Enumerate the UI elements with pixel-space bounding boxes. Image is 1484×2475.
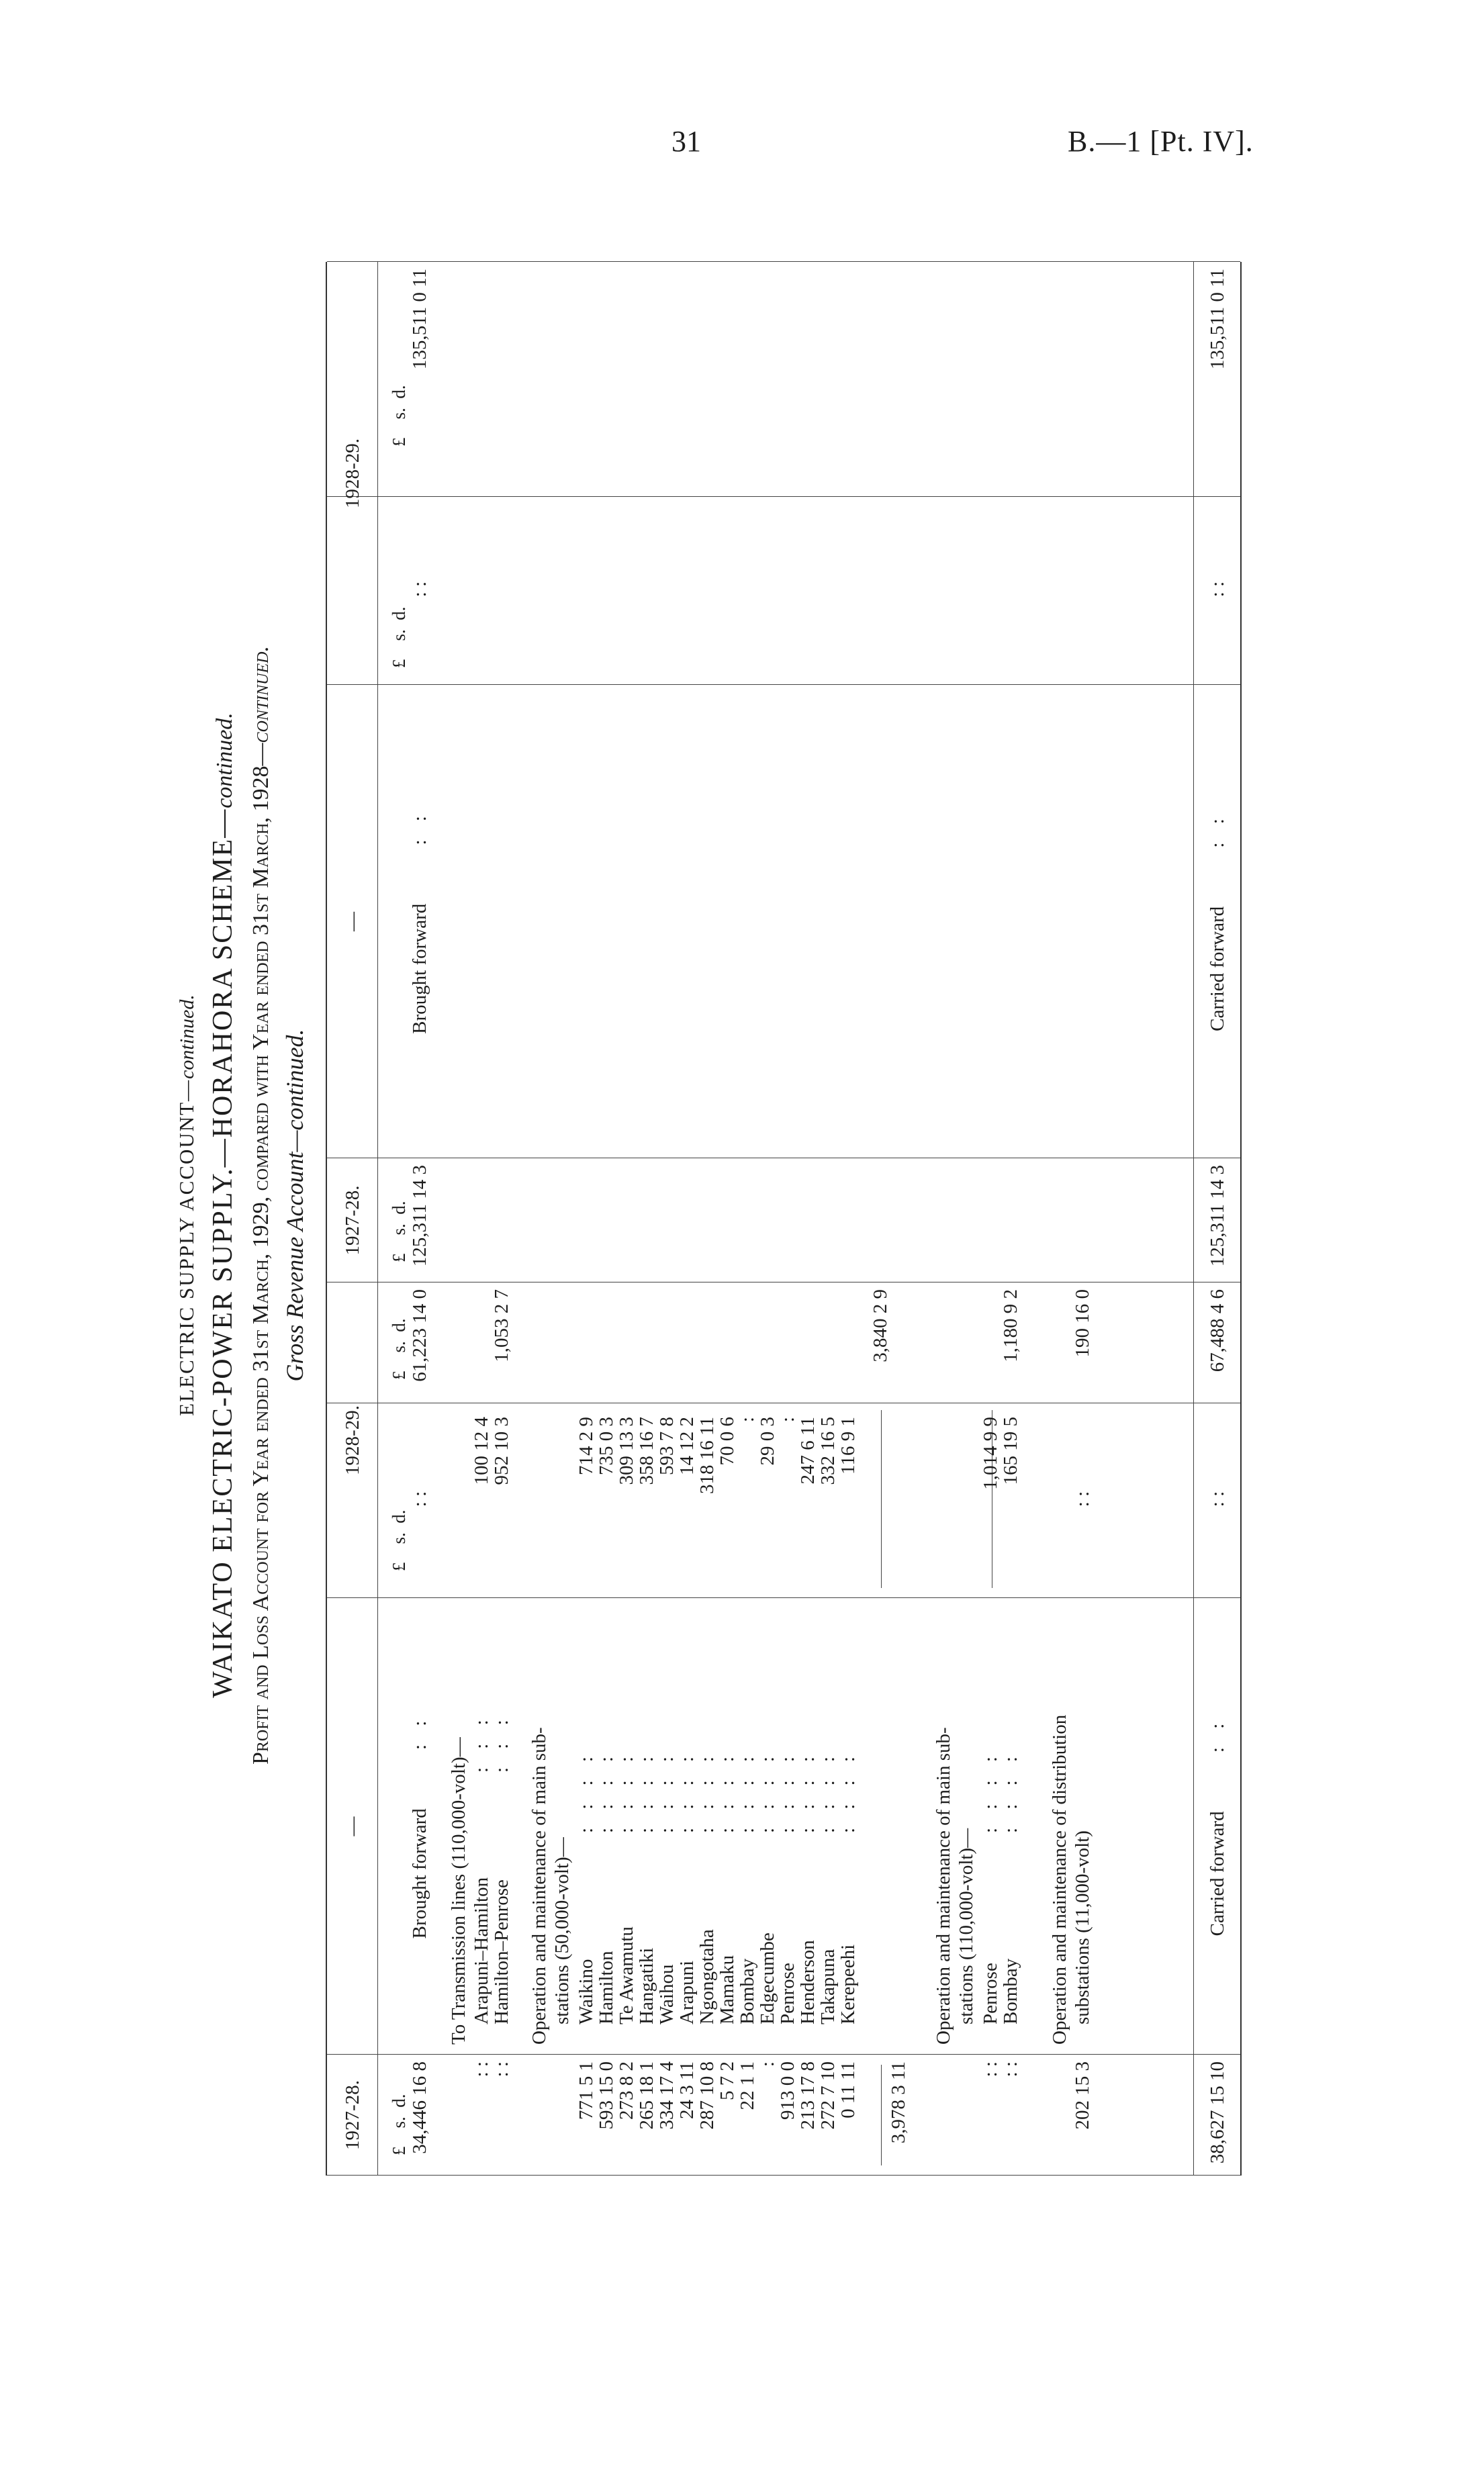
substation50-item-1927: 273 8 2 [616, 2061, 637, 2120]
credit-bf-1927: 125,311 14 3 [409, 1165, 430, 1267]
substation50-item-1927: 334 17 4 [656, 2061, 678, 2130]
column-rule [327, 496, 1240, 497]
substation50-item-detail: 735 0 3 [596, 1417, 617, 1475]
substation110-item-leader-dots: : : : : [980, 1750, 1001, 1833]
substation50-item-label: Bombay [737, 1958, 758, 2024]
substation50-item-label: Waikino [575, 1959, 597, 2024]
substation50-item-detail: : [777, 1417, 798, 1423]
credit-cf-1927: 125,311 14 3 [1207, 1165, 1228, 1267]
substation50-item-1927: 272 7 10 [817, 2061, 839, 2130]
substations50-total-1928: 3,840 2 9 [870, 1289, 891, 1362]
substation50-item-label: Arapuni [676, 1960, 698, 2024]
substations110-heading-2: stations (110,000-volt)— [956, 1828, 977, 2024]
substation50-item-1927: 22 1 1 [737, 2061, 758, 2110]
credit-bf-label: Brought forward : : [409, 809, 430, 1034]
currency-marker: £ s. d. [389, 1509, 409, 1571]
col-header-particulars-debit: — [342, 1816, 363, 1836]
substation50-item-detail: 318 16 11 [696, 1417, 718, 1494]
substation50-item-leader-dots: : : : : [636, 1750, 657, 1833]
substation50-item-detail: 309 13 3 [616, 1417, 637, 1485]
substation50-item-leader-dots: : : : : [777, 1750, 798, 1833]
transmission-total-1928: 1,053 2 7 [491, 1289, 512, 1362]
substation50-item-detail: 70 0 6 [716, 1417, 738, 1466]
substation50-item-detail: 247 6 11 [797, 1417, 819, 1485]
distribution-1927: 202 15 3 [1072, 2061, 1093, 2130]
col-header-1927-credit: 1927-28. [342, 1185, 363, 1256]
substation50-item-1927: 5 7 2 [716, 2061, 738, 2100]
substation50-item-leader-dots: : : : : [837, 1750, 859, 1833]
substation110-item-detail: 165 19 5 [1000, 1417, 1021, 1485]
substation50-item-label: Hamilton [596, 1951, 617, 2024]
substation50-item-1927: 213 17 8 [797, 2061, 819, 2130]
substation50-item-1927: 0 11 11 [837, 2061, 859, 2118]
substation110-item-label: Bombay [1000, 1958, 1021, 2024]
transmission-item-leader-dots: : : : [471, 1713, 492, 1773]
subtotal-rule [881, 1410, 882, 1588]
debit-cf-1928: 67,488 4 6 [1207, 1289, 1228, 1372]
debit-bf-detail: : : [409, 1491, 430, 1507]
substation50-item-label: Edgecumbe [757, 1932, 778, 2024]
substation50-item-detail: 14 12 2 [676, 1417, 698, 1475]
substation50-item-label: Takapuna [817, 1949, 839, 2024]
substation50-item-label: Mamaku [716, 1955, 738, 2024]
substation50-item-leader-dots: : : : : [716, 1750, 738, 1833]
substations50-heading-1: Operation and maintenance of main sub- [528, 1727, 550, 2045]
substation50-item-label: Ngongotaha [696, 1929, 718, 2024]
distribution-heading-2: substations (11,000-volt) [1072, 1830, 1093, 2024]
statement-subtitle: Gross Revenue Account—continued. [281, 1029, 308, 1382]
credit-cf-detail: : : [1207, 581, 1228, 598]
scheme-title: WAIKATO ELECTRIC-POWER SUPPLY.—HORAHORA SCHEME—continued. [207, 712, 238, 1698]
debit-bf-1928: 61,223 14 0 [409, 1289, 430, 1382]
substation110-item-detail: 1,014 9 9 [980, 1417, 1001, 1490]
profit-loss-table [326, 262, 1242, 2176]
substation50-item-1927: 771 5 1 [575, 2061, 597, 2120]
transmission-item-leader-dots: : : : [491, 1713, 512, 1773]
debit-cf-detail: : : [1207, 1491, 1228, 1507]
transmission-item-detail: 952 10 3 [491, 1417, 512, 1485]
transmission-item-label: Hamilton–Penrose [491, 1879, 512, 2024]
substations50-total-1927: 3,978 3 11 [888, 2061, 909, 2144]
column-rule [327, 684, 1240, 685]
column-rule [327, 1597, 1240, 1598]
distribution-heading-1: Operation and maintenance of distribution [1049, 1714, 1070, 2045]
transmission-heading: To Transmission lines (110,000-volt)— [448, 1737, 469, 2045]
substation50-item-1927: 913 0 0 [777, 2061, 798, 2120]
substation50-item-detail: : [737, 1417, 758, 1423]
table-border [327, 2175, 1240, 2176]
currency-marker: £ s. d. [389, 2094, 409, 2155]
substation50-item-detail: 714 2 9 [575, 1417, 597, 1475]
substation50-item-detail: 593 7 8 [656, 1417, 678, 1475]
transmission-item-label: Arapuni–Hamilton [471, 1877, 492, 2024]
substation50-item-detail: 358 16 7 [636, 1417, 657, 1485]
substation50-item-1927: 24 3 11 [676, 2061, 698, 2119]
substations110-total-1928: 1,180 9 2 [1000, 1289, 1021, 1362]
substation50-item-detail: 116 9 1 [837, 1417, 859, 1475]
substation50-item-leader-dots: : : : : [656, 1750, 678, 1833]
substation50-item-1927: : [757, 2061, 778, 2067]
currency-marker: £ s. d. [389, 606, 409, 668]
substation50-item-leader-dots: : : : : [797, 1750, 819, 1833]
substation50-item-leader-dots: : : : : [696, 1750, 718, 1833]
col-header-1927-debit: 1927-28. [342, 2080, 363, 2150]
substation50-item-leader-dots: : : : : [575, 1750, 597, 1833]
distribution-detail: : : [1072, 1491, 1093, 1507]
statement-title: Profit and Loss Account for Year ended 31st March, 1929, compared with Year ended 31st March, 1928—continued. [248, 646, 273, 1765]
debit-bf-label: Brought forward : : [409, 1714, 430, 1939]
substation50-item-label: Penrose [777, 1963, 798, 2024]
substation110-item-1927: : : [980, 2061, 1001, 2077]
credit-bf-detail: : : [409, 581, 430, 598]
table-border [327, 261, 1240, 262]
substation50-item-leader-dots: : : : : [676, 1750, 698, 1833]
credit-cf-label: Carried forward : : [1207, 812, 1228, 1031]
transmission-item-1927: : : [491, 2061, 512, 2077]
rotated-table-sheet [175, 215, 1242, 2196]
substation50-item-detail: 29 0 3 [757, 1417, 778, 1466]
substation50-item-leader-dots: : : : : [737, 1750, 758, 1833]
col-header-1928-debit: 1928-29. [342, 1405, 363, 1475]
column-rule [327, 2054, 1240, 2055]
substation50-item-leader-dots: : : : : [757, 1750, 778, 1833]
page-number: 31 [671, 125, 701, 158]
substation50-item-leader-dots: : : : : [817, 1750, 839, 1833]
currency-marker: £ s. d. [389, 1201, 409, 1262]
substation50-item-label: Henderson [797, 1940, 819, 2024]
substation110-item-1927: : : [1000, 2061, 1021, 2077]
substation50-item-leader-dots: : : : : [616, 1750, 637, 1833]
substations50-heading-2: stations (50,000-volt)— [551, 1837, 573, 2024]
debit-cf-1927: 38,627 15 10 [1207, 2061, 1228, 2164]
credit-bf-1928: 135,511 0 11 [409, 269, 430, 370]
transmission-item-detail: 100 12 4 [471, 1417, 492, 1485]
transmission-item-1927: : : [471, 2061, 492, 2077]
substation50-item-label: Te Awamutu [616, 1926, 637, 2024]
currency-marker: £ s. d. [389, 385, 409, 447]
substation50-item-label: Kerepeehi [837, 1944, 859, 2024]
account-title: ELECTRIC SUPPLY ACCOUNT—continued. [175, 994, 198, 1416]
substation50-item-label: Hangatiki [636, 1947, 657, 2024]
credit-cf-1928: 135,511 0 11 [1207, 269, 1228, 370]
col-header-1928-credit: 1928-29. [342, 438, 363, 508]
substation50-item-label: Waihou [656, 1964, 678, 2024]
debit-bf-1927: 34,446 16 8 [409, 2061, 430, 2154]
substation50-item-leader-dots: : : : : [596, 1750, 617, 1833]
subtotal-rule [881, 2065, 882, 2165]
substations110-heading-1: Operation and maintenance of main sub- [933, 1727, 954, 2045]
document-reference: B.—1 [Pt. IV]. [1068, 125, 1254, 158]
substation50-item-1927: 287 10 8 [696, 2061, 718, 2130]
substation50-item-1927: 593 15 0 [596, 2061, 617, 2130]
subtotal-rule [1193, 504, 1194, 675]
substation50-item-1927: 265 18 1 [636, 2061, 657, 2130]
col-header-particulars-credit: — [342, 912, 363, 931]
debit-cf-label: Carried forward : : [1207, 1716, 1228, 1936]
substation110-item-leader-dots: : : : : [1000, 1750, 1021, 1833]
distribution-1928: 190 16 0 [1072, 1289, 1093, 1358]
substation110-item-label: Penrose [980, 1963, 1001, 2024]
currency-marker: £ s. d. [389, 1318, 409, 1380]
header-rule [377, 262, 378, 2176]
substation50-item-detail: 332 16 5 [817, 1417, 839, 1485]
